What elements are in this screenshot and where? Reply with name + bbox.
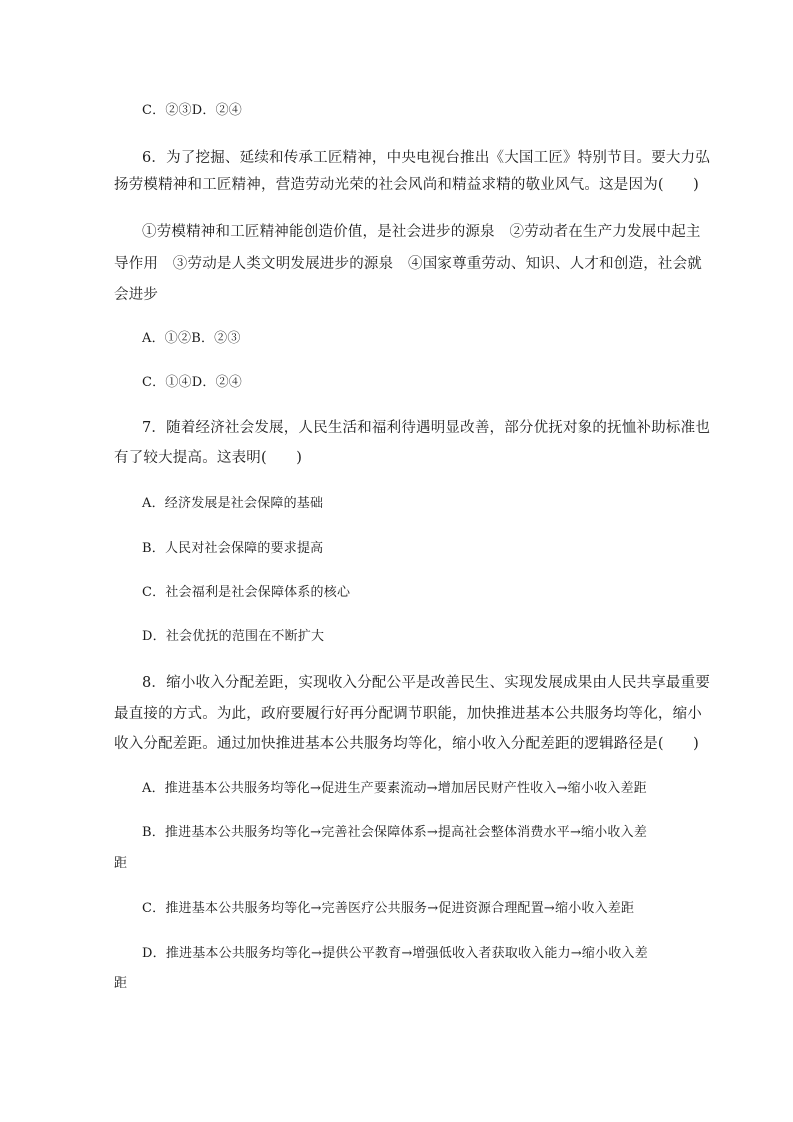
q7-option-c: C．社会福利是社会保障体系的核心 xyxy=(142,585,351,600)
q6-stem-line-2: 扬劳模精神和工匠精神，营造劳动光荣的社会风尚和精益求精的敬业风气。这是因为( ) xyxy=(114,177,700,193)
q8-option-c: C．推进基本公共服务均等化→完善医疗公共服务→促进资源合理配置→缩小收入差距 xyxy=(142,901,635,916)
q6-statement-line-1: ①劳模精神和工匠精神能创造价值，是社会进步的源泉 ②劳动者在生产力发展中起主 xyxy=(142,224,701,240)
q8-option-b-line-1: B．推进基本公共服务均等化→完善社会保障体系→提高社会整体消费水平→缩小收入差 xyxy=(142,825,648,840)
q8-option-d-line-1: D．推进基本公共服务均等化→提供公平教育→增强低收入者获取收入能力→缩小收入差 xyxy=(142,946,648,961)
q6-option-ab: A．①②B．②③ xyxy=(142,331,241,346)
q8-option-d-line-2: 距 xyxy=(114,976,128,991)
q7-option-a: A．经济发展是社会保障的基础 xyxy=(142,496,324,511)
q6-statement-line-2: 导作用 ③劳动是人类文明发展进步的源泉 ④国家尊重劳动、知识、人才和创造，社会就 xyxy=(114,256,702,272)
q6-statement-line-3: 会进步 xyxy=(114,287,159,303)
q7-stem-line-1: 7．随着经济社会发展，人民生活和福利待遇明显改善，部分优抚对象的抚恤补助标准也 xyxy=(142,420,711,436)
q5-option-cd: C．②③D．②④ xyxy=(142,103,242,118)
q8-stem-line-1: 8．缩小收入分配差距，实现收入分配公平是改善民生、实现发展成果由人民共享最重要 xyxy=(142,675,711,691)
q6-option-cd: C．①④D．②④ xyxy=(142,375,242,390)
q8-stem-line-3: 收入分配差距。通过加快推进基本公共服务均等化，缩小收入分配差距的逻辑路径是( ) xyxy=(114,736,700,752)
q7-option-b: B．人民对社会保障的要求提高 xyxy=(142,541,324,556)
q7-option-d: D．社会优抚的范围在不断扩大 xyxy=(142,629,325,644)
q7-stem-line-2: 有了较大提高。这表明( ) xyxy=(114,450,303,466)
q6-stem-line-1: 6．为了挖掘、延续和传承工匠精神，中央电视台推出《大国工匠》特别节目。要大力弘 xyxy=(142,150,711,166)
q8-option-a: A．推进基本公共服务均等化→促进生产要素流动→增加居民财产性收入→缩小收入差距 xyxy=(142,781,647,796)
q8-stem-line-2: 最直接的方式。为此，政府要履行好再分配调节职能，加快推进基本公共服务均等化，缩小 xyxy=(114,706,702,722)
q8-option-b-line-2: 距 xyxy=(114,856,128,871)
